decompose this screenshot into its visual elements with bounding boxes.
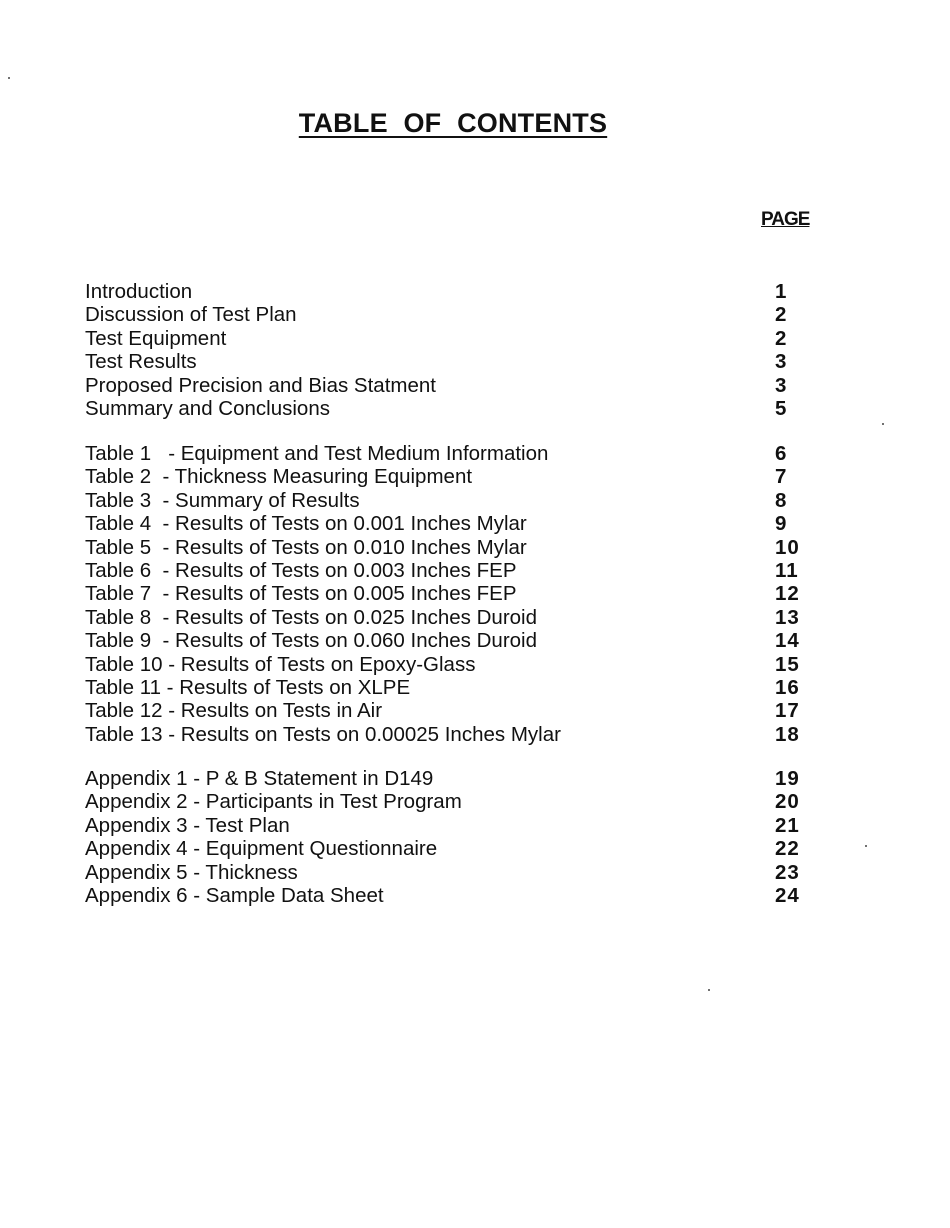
- scan-speck: [882, 423, 884, 425]
- toc-entry[interactable]: [85, 653, 825, 676]
- toc-entry[interactable]: [85, 397, 825, 420]
- toc-entry-page: 3: [775, 373, 788, 397]
- toc-entry-page: 18: [775, 722, 800, 746]
- toc-entry-label: Discussion of Test Plan: [85, 303, 297, 327]
- toc-entry[interactable]: [85, 536, 825, 559]
- toc-entry[interactable]: [85, 350, 825, 373]
- toc-entry[interactable]: [85, 790, 825, 813]
- toc-entry[interactable]: [85, 767, 825, 790]
- toc-entry-label: Table 13 - Results on Tests on 0.00025 Inches Mylar: [85, 722, 561, 746]
- toc-entry-label: Appendix 4 - Equipment Questionnaire: [85, 837, 438, 861]
- toc-entry-label: Introduction: [85, 280, 193, 303]
- toc-entry-page: 17: [775, 699, 800, 723]
- toc-entry-page: 22: [775, 837, 800, 861]
- toc-entry[interactable]: [85, 676, 825, 699]
- toc-entry[interactable]: [85, 699, 825, 722]
- toc-entry-label: Table 6 - Results of Tests on 0.003 Inches FEP: [85, 558, 517, 582]
- toc-entry-page: 9: [775, 512, 788, 536]
- scan-speck: [865, 845, 867, 847]
- toc-entry[interactable]: [85, 723, 825, 746]
- toc-entry-page: 20: [775, 790, 800, 814]
- toc-entry-page: 7: [775, 465, 788, 489]
- toc-entry-page: 10: [775, 535, 800, 559]
- toc-entry-page: 3: [775, 350, 788, 374]
- toc-entry-label: Appendix 5 - Thickness: [85, 860, 298, 884]
- toc-entry-label: Table 8 - Results of Tests on 0.025 Inches Duroid: [85, 605, 538, 629]
- toc-entry[interactable]: [85, 512, 825, 535]
- toc-entry-label: Table 9 - Results of Tests on 0.060 Inches Duroid: [85, 629, 538, 653]
- toc-entry[interactable]: [85, 280, 825, 303]
- toc-entry-page: 8: [775, 488, 788, 512]
- toc-entry-page: 5: [775, 396, 788, 420]
- toc-entry-label: Summary and Conclusions: [85, 396, 330, 420]
- toc-appendices: [85, 767, 825, 907]
- toc-entry-page: 24: [775, 883, 800, 907]
- toc-entry-page: 19: [775, 767, 800, 790]
- toc-entry-label: Table 12 - Results on Tests in Air: [85, 699, 383, 723]
- scan-speck: [8, 77, 10, 79]
- toc-entry[interactable]: [85, 465, 825, 488]
- toc-entry-page: 21: [775, 813, 800, 837]
- toc-entry-page: 2: [775, 326, 788, 350]
- toc-entry[interactable]: [85, 582, 825, 605]
- toc-entry[interactable]: [85, 814, 825, 837]
- toc-entry-page: 16: [775, 675, 800, 699]
- toc-entry-label: Table 10 - Results of Tests on Epoxy-Glass: [85, 652, 476, 676]
- toc-entry-page: 6: [775, 442, 788, 465]
- page-title: TABLE OF CONTENTS: [298, 108, 608, 138]
- toc-entry-label: Table 7 - Results of Tests on 0.005 Inches FEP: [85, 582, 517, 606]
- toc-entry[interactable]: [85, 629, 825, 652]
- toc-entry-label: Appendix 6 - Sample Data Sheet: [85, 883, 384, 907]
- toc-entry-label: Test Results: [85, 350, 197, 374]
- toc-entry-label: Table 11 - Results of Tests on XLPE: [85, 675, 411, 699]
- toc-entry[interactable]: [85, 327, 825, 350]
- toc-entry-label: Proposed Precision and Bias Statment: [85, 373, 436, 397]
- toc-entry-page: 15: [775, 652, 800, 676]
- toc-entry[interactable]: [85, 606, 825, 629]
- toc-entry-page: 12: [775, 582, 800, 606]
- toc-entry-label: Table 4 - Results of Tests on 0.001 Inches Mylar: [85, 512, 527, 536]
- toc-entry-page: 2: [775, 303, 788, 327]
- toc-entry[interactable]: [85, 861, 825, 884]
- toc-entry-page: 14: [775, 629, 800, 653]
- toc-entry-label: Test Equipment: [85, 326, 227, 350]
- toc-entry[interactable]: [85, 442, 825, 465]
- toc-entry-label: Table 3 - Summary of Results: [85, 488, 360, 512]
- toc-entry-label: Table 1 - Equipment and Test Medium Information: [85, 442, 549, 465]
- toc-entry-label: Appendix 3 - Test Plan: [85, 813, 290, 837]
- toc-entry-page: 1: [775, 280, 788, 303]
- toc-entry-label: Table 5 - Results of Tests on 0.010 Inches Mylar: [85, 535, 527, 559]
- toc-entry[interactable]: [85, 837, 825, 860]
- toc-entry-label: Table 2 - Thickness Measuring Equipment: [85, 465, 473, 489]
- toc-entry-label: Appendix 2 - Participants in Test Program: [85, 790, 462, 814]
- toc-entry[interactable]: [85, 884, 825, 907]
- toc-tables: [85, 442, 825, 746]
- toc-entry[interactable]: [85, 489, 825, 512]
- scan-speck: [708, 989, 710, 991]
- toc-entry-page: 23: [775, 860, 800, 884]
- toc-entry[interactable]: [85, 559, 825, 582]
- toc-entry[interactable]: [85, 303, 825, 326]
- toc-entry-label: Appendix 1 - P & B Statement in D149: [85, 767, 434, 790]
- toc-entry[interactable]: [85, 374, 825, 397]
- toc-entry-page: 11: [775, 558, 799, 582]
- page-column-heading: PAGE: [761, 209, 810, 230]
- toc-entry-page: 13: [775, 605, 800, 629]
- toc-sections: [85, 280, 825, 420]
